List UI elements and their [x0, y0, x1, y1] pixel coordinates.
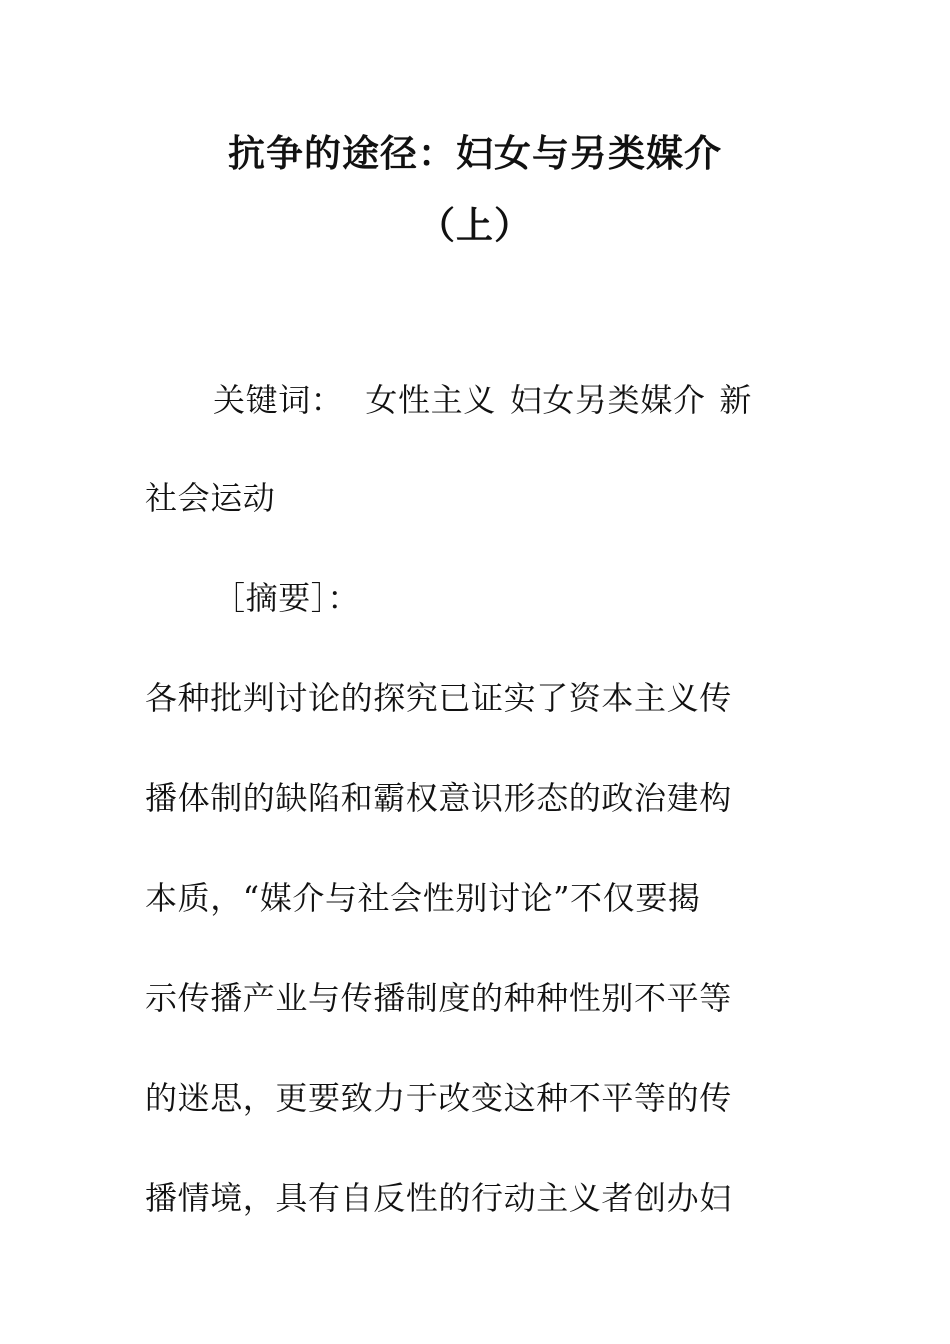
abstract-label: ［摘要］：	[213, 579, 361, 617]
keywords-line	[213, 378, 873, 422]
document-subtitle: （上）	[418, 203, 532, 247]
keywords-label: 关键词：	[213, 381, 344, 419]
keyword-item: 妇女另类媒介	[509, 381, 706, 419]
abstract-line: 各种批判讨论的探究已证实了资本主义传	[145, 679, 732, 717]
abstract-line: 本质，“媒介与社会性别讨论”不仅要揭	[145, 879, 701, 917]
keywords-continuation: 社会运动	[145, 479, 276, 517]
keyword-item: 新	[719, 381, 753, 419]
document-title: 抗争的途径：妇女与另类媒介	[228, 131, 722, 175]
abstract-line: 播情境，具有自反性的行动主义者创办妇	[145, 1179, 732, 1217]
abstract-line: 的迷思，更要致力于改变这种不平等的传	[145, 1079, 732, 1117]
abstract-line: 播体制的缺陷和霸权意识形态的政治建构	[145, 779, 732, 817]
keyword-item: 女性主义	[365, 381, 496, 419]
abstract-line: 示传播产业与传播制度的种种性别不平等	[145, 979, 732, 1017]
